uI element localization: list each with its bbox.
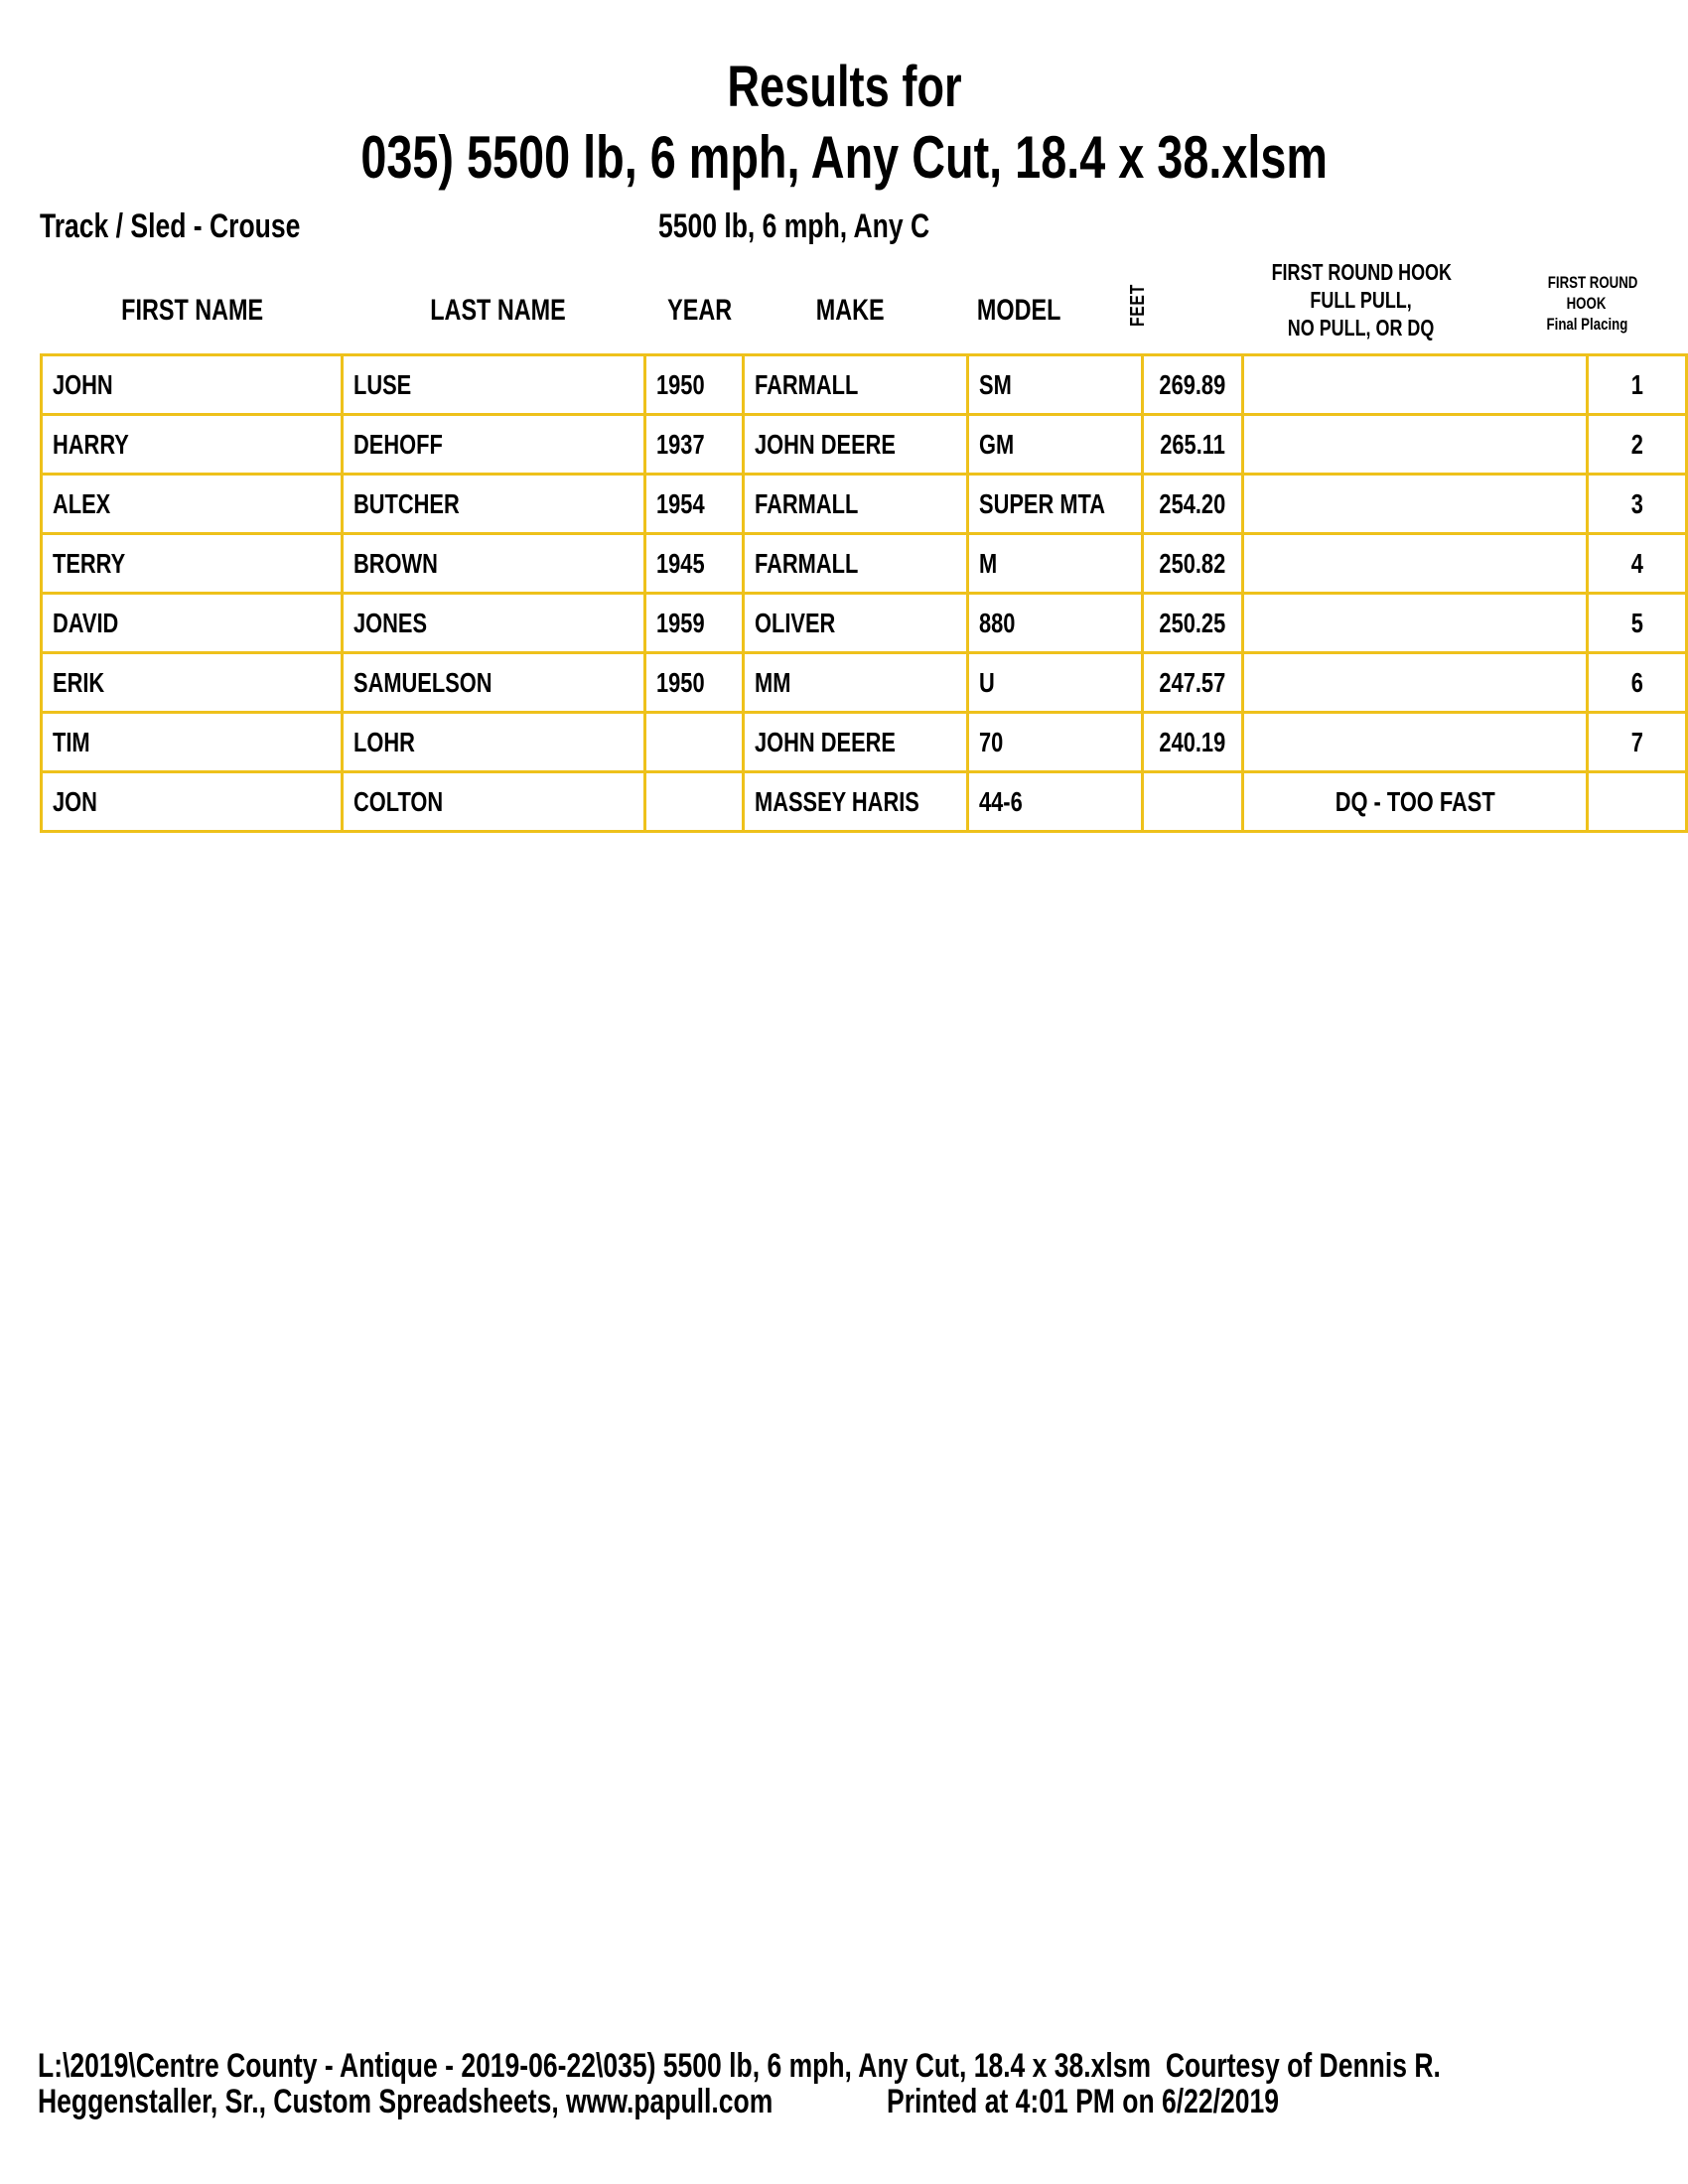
cell-first-name: DAVID [42,594,343,653]
cell-year: 1959 [644,594,743,653]
cell-feet: 269.89 [1142,355,1243,415]
cell-make: JOHN DEERE [744,713,968,772]
cell-year: 1950 [644,355,743,415]
cell-make: FARMALL [744,355,968,415]
cell-final-placing: 2 [1587,415,1686,475]
footer-credit: Heggenstaller, Sr., Custom Spreadsheets, www.papull.com [38,2083,774,2120]
cell-model: M [967,534,1142,594]
cell-first-name: TERRY [42,534,343,594]
cell-model: 880 [967,594,1142,653]
cell-hook-result [1243,713,1588,772]
cell-last-name: LUSE [343,355,644,415]
col-header-model: MODEL [976,294,1061,327]
cell-feet: 247.57 [1142,653,1243,713]
cell-final-placing: 3 [1587,475,1686,534]
table-row [42,355,1687,415]
col-header-first-name: FIRST NAME [121,294,264,327]
results-table [40,353,1688,833]
col-header-last-name: LAST NAME [430,294,566,327]
cell-final-placing: 6 [1587,653,1686,713]
cell-year: 1937 [644,415,743,475]
cell-hook-result [1243,594,1588,653]
col-header-feet: FEET [1127,283,1149,327]
cell-last-name: JONES [343,594,644,653]
col-header-hook-result: FIRST ROUND HOOK FULL PULL, NO PULL, OR DQ [1271,259,1452,341]
cell-feet: 240.19 [1142,713,1243,772]
class-label: 5500 lb, 6 mph, Any C [658,207,930,245]
cell-first-name: TIM [42,713,343,772]
table-row [42,475,1687,534]
col-header-final-placing: FIRST ROUND HOOK Final Placing [1546,273,1638,334]
cell-final-placing: 4 [1587,534,1686,594]
table-row [42,534,1687,594]
cell-year: 1945 [644,534,743,594]
cell-first-name: ALEX [42,475,343,534]
cell-model: SUPER MTA [967,475,1142,534]
footer-file-path: L:\2019\Centre County - Antique - 2019-06-22\035) 5500 lb, 6 mph, Any Cut, 18.4 x 38.xlsm Courtesy of Dennis R. [38,2047,1441,2085]
results-table-body [42,355,1687,832]
cell-make: FARMALL [744,475,968,534]
cell-make: FARMALL [744,534,968,594]
cell-hook-result [1243,415,1588,475]
cell-last-name: BROWN [343,534,644,594]
cell-hook-result [1243,475,1588,534]
cell-feet [1142,772,1243,832]
cell-year [644,713,743,772]
cell-last-name: SAMUELSON [343,653,644,713]
table-row [42,415,1687,475]
cell-make: JOHN DEERE [744,415,968,475]
cell-final-placing: 1 [1587,355,1686,415]
cell-feet: 250.25 [1142,594,1243,653]
table-row [42,713,1687,772]
cell-hook-result [1243,534,1588,594]
footer-printed-at: Printed at 4:01 PM on 6/22/2019 [887,2083,1280,2120]
cell-model: 70 [967,713,1142,772]
cell-model: U [967,653,1142,713]
cell-model: SM [967,355,1142,415]
cell-feet: 250.82 [1142,534,1243,594]
cell-first-name: ERIK [42,653,343,713]
table-row [42,772,1687,832]
cell-final-placing: 5 [1587,594,1686,653]
col-header-make: MAKE [816,294,885,327]
cell-first-name: HARRY [42,415,343,475]
cell-final-placing: 7 [1587,713,1686,772]
table-row [42,594,1687,653]
cell-first-name: JON [42,772,343,832]
file-title: 035) 5500 lb, 6 mph, Any Cut, 18.4 x 38.xlsm [360,124,1328,191]
cell-year: 1950 [644,653,743,713]
cell-model: 44-6 [967,772,1142,832]
col-header-year: YEAR [667,294,733,327]
cell-year [644,772,743,832]
cell-hook-result [1243,355,1588,415]
cell-first-name: JOHN [42,355,343,415]
cell-feet: 265.11 [1142,415,1243,475]
cell-last-name: COLTON [343,772,644,832]
track-sled-label: Track / Sled - Crouse [40,207,301,245]
cell-feet: 254.20 [1142,475,1243,534]
cell-hook-result: DQ - TOO FAST [1243,772,1588,832]
page-title: Results for [726,55,962,119]
cell-model: GM [967,415,1142,475]
cell-make: MASSEY HARIS [744,772,968,832]
cell-make: OLIVER [744,594,968,653]
cell-final-placing [1587,772,1686,832]
cell-last-name: BUTCHER [343,475,644,534]
cell-last-name: LOHR [343,713,644,772]
table-row [42,653,1687,713]
cell-last-name: DEHOFF [343,415,644,475]
cell-hook-result [1243,653,1588,713]
cell-make: MM [744,653,968,713]
cell-year: 1954 [644,475,743,534]
